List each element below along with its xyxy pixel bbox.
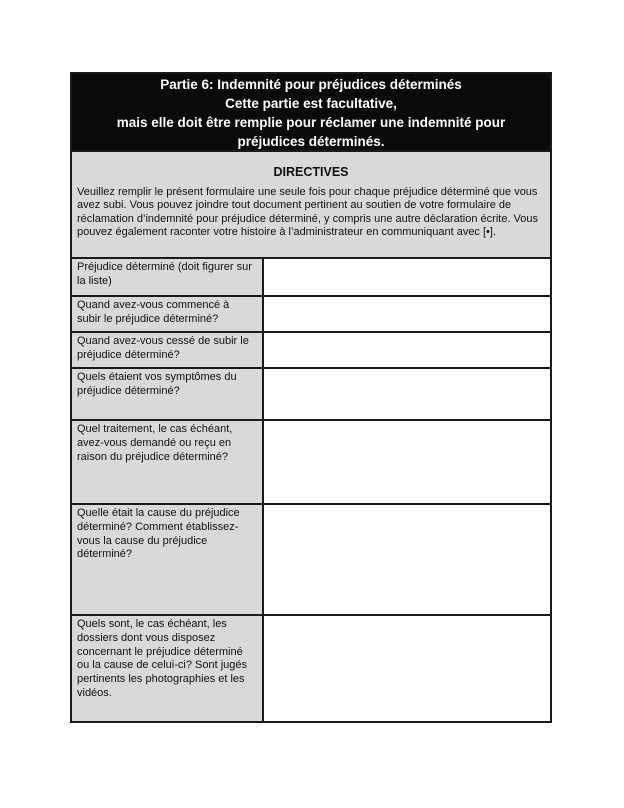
answer-field-prejudice[interactable] bbox=[264, 259, 550, 295]
directives-section bbox=[72, 150, 550, 257]
answer-field-traitement[interactable] bbox=[264, 421, 550, 503]
question-label-cause: Quelle était la cause du préjudice déterminé? Comment établissez-vous la cause du préjudice déterminé? bbox=[72, 505, 264, 614]
directives-paragraph: Veuillez remplir le présent formulaire une seule fois pour chaque préjudice déterminé que vous avez subi. Vous pouvez joindre tout document pertinent au soutien de votre formulaire de réclamation d’indemnité pour préjudice déterminé, y compris une autre déclaration écrite. Vous pouvez également raconter votre histoire à l’administrateur en communiquant avec [•]. bbox=[77, 186, 539, 239]
table-row-date-debut bbox=[72, 295, 550, 331]
table-row-traitement bbox=[72, 419, 550, 503]
directives-heading: DIRECTIVES bbox=[273, 165, 349, 179]
answer-field-symptomes[interactable] bbox=[264, 369, 550, 419]
part6-form-table bbox=[70, 72, 552, 723]
table-row-prejudice bbox=[72, 257, 550, 295]
table-row-date-fin bbox=[72, 331, 550, 367]
question-label-date-debut: Quand avez-vous commencé à subir le préjudice déterminé? bbox=[72, 297, 264, 331]
banner-line-3: mais elle doit être remplie pour réclamer une indemnité pour bbox=[116, 115, 506, 130]
question-label-symptomes: Quels étaient vos symptômes du préjudice déterminé? bbox=[72, 369, 264, 419]
answer-field-dossiers[interactable] bbox=[264, 616, 550, 721]
answer-field-date-debut[interactable] bbox=[264, 297, 550, 331]
table-row-dossiers bbox=[72, 614, 550, 721]
banner-line-2: Cette partie est facultative, bbox=[225, 96, 397, 111]
answer-field-cause[interactable] bbox=[264, 505, 550, 614]
question-label-date-fin: Quand avez-vous cessé de subir le préjudice déterminé? bbox=[72, 333, 264, 367]
table-row-cause bbox=[72, 503, 550, 614]
answer-field-date-fin[interactable] bbox=[264, 333, 550, 367]
question-label-traitement: Quel traitement, le cas échéant, avez-vous demandé ou reçu en raison du préjudice déterminé? bbox=[72, 421, 264, 503]
table-row-symptomes bbox=[72, 367, 550, 419]
banner-line-4: préjudices déterminés. bbox=[237, 134, 385, 149]
question-label-prejudice: Préjudice déterminé (doit figurer sur la liste) bbox=[72, 259, 264, 295]
banner-line-1: Partie 6: Indemnité pour préjudices déterminés bbox=[160, 77, 462, 92]
question-label-dossiers: Quels sont, le cas échéant, les dossiers dont vous disposez concernant le préjudice déterminé ou la cause de celui-ci? Sont jugés pertinents les photographies et les vidéos. bbox=[72, 616, 264, 721]
part6-title-banner bbox=[72, 74, 550, 150]
